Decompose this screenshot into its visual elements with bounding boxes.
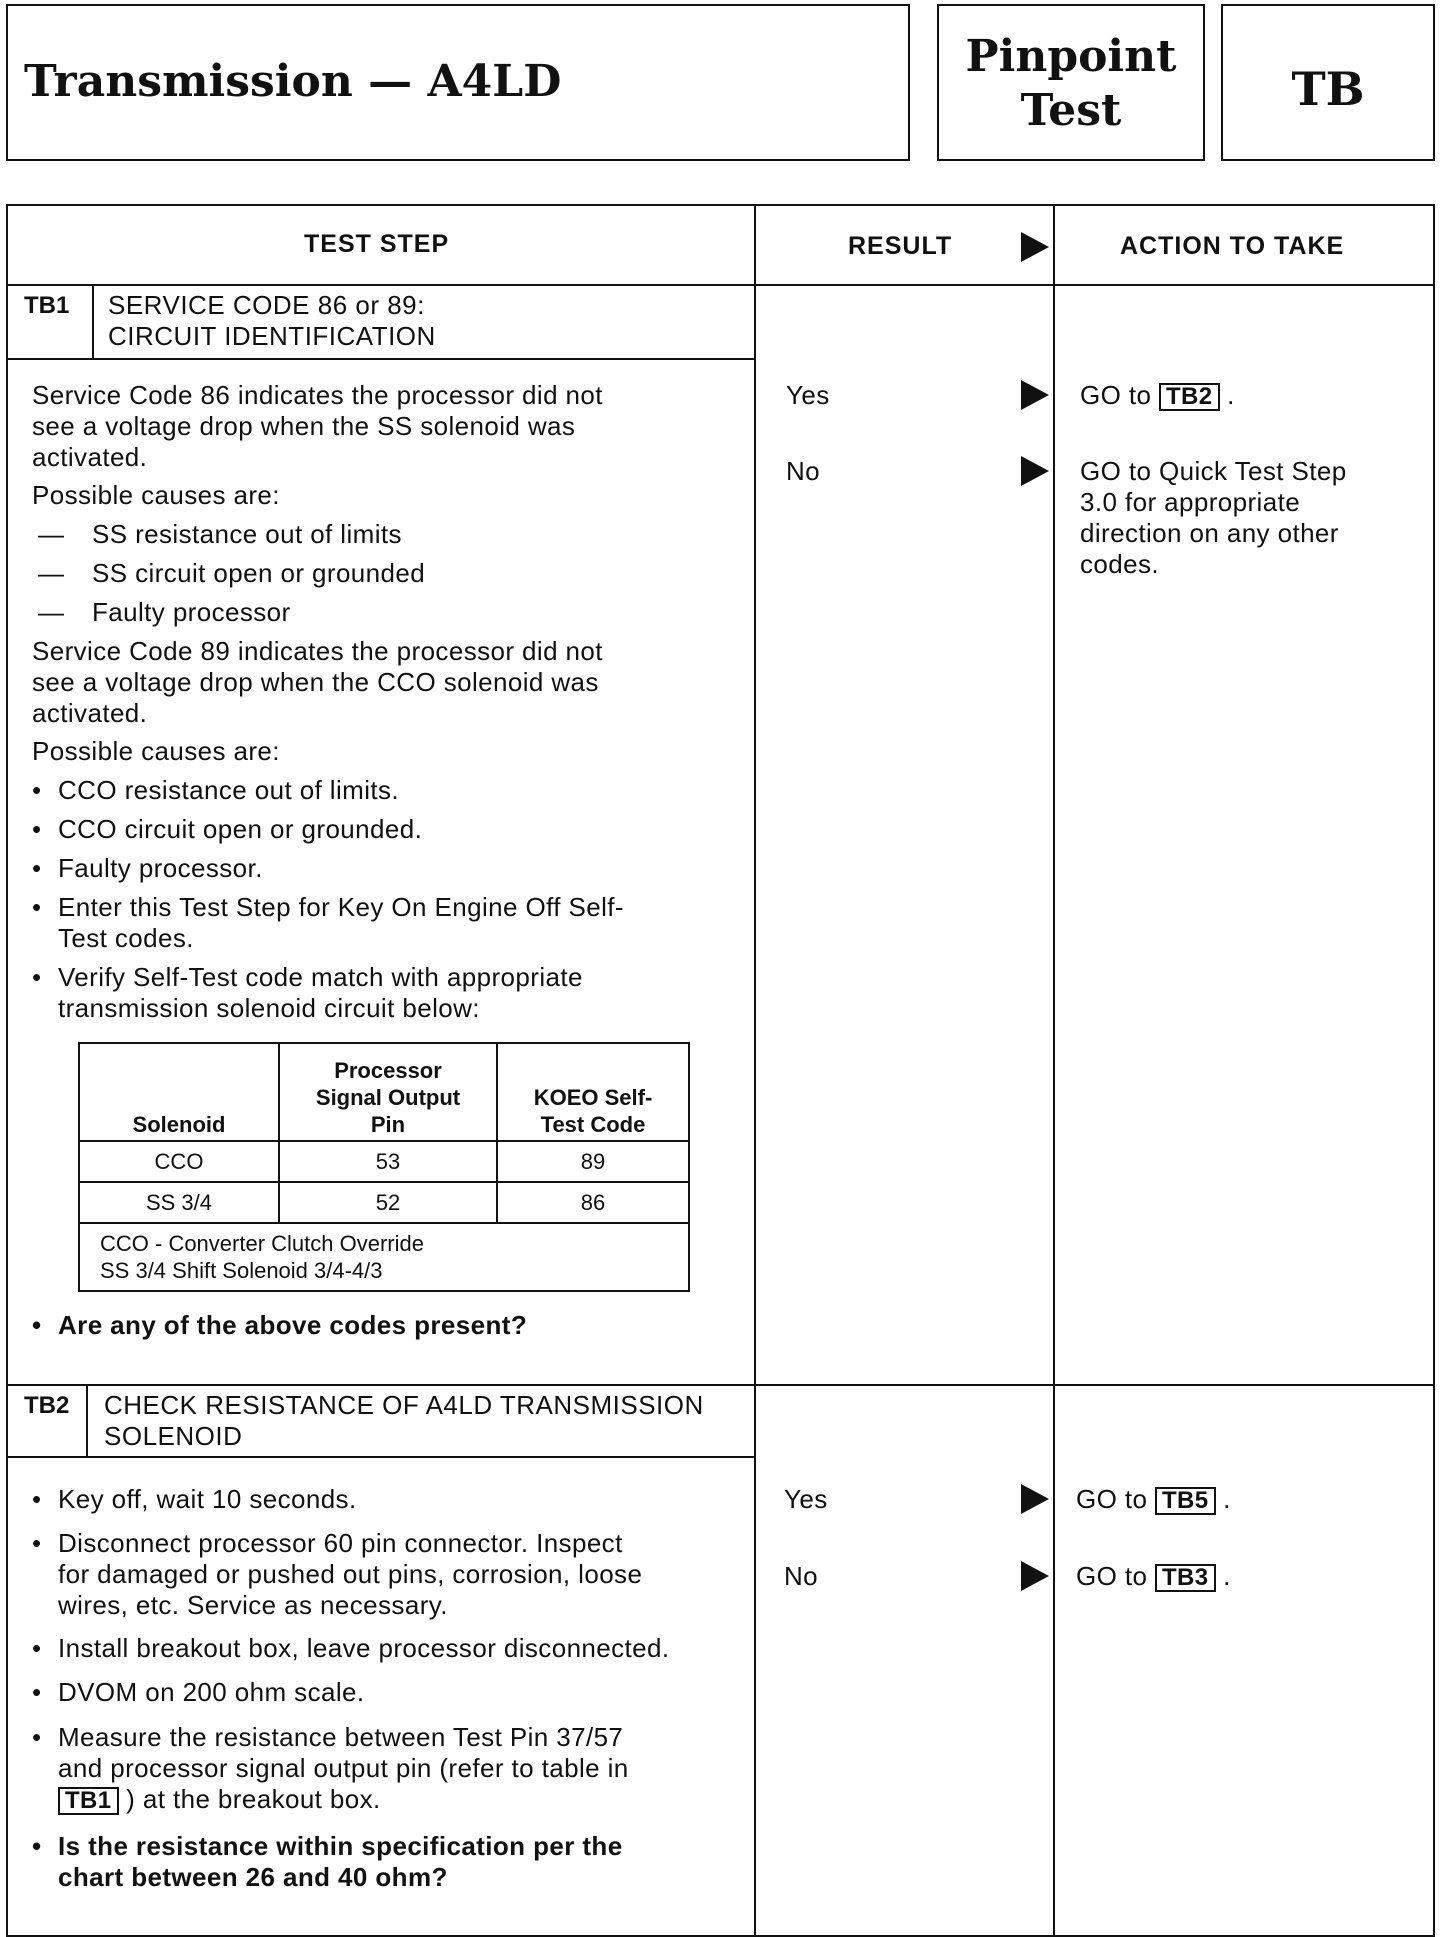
- tb1-bullet-text: Enter this Test Step for Key On Engine Off Self-: [58, 892, 624, 922]
- tb2-bullet-text: Key off, wait 10 seconds.: [58, 1484, 357, 1514]
- tb1-action-no: [1080, 456, 1347, 580]
- tb1-p2-line: see a voltage drop when the CCO solenoid was: [32, 667, 599, 697]
- step-id-tb1: TB1: [24, 292, 70, 319]
- tb2-bullet-text: DVOM on 200 ohm scale.: [58, 1677, 365, 1707]
- go-to-label: GO to: [1080, 380, 1152, 410]
- tb2-action-yes: GO to TB5 .: [1076, 1484, 1231, 1514]
- col-header-result: RESULT: [848, 232, 953, 260]
- tb1-action-yes: GO to TB2 .: [1080, 380, 1235, 410]
- tb1-p1-line: activated.: [32, 442, 148, 472]
- pinpoint-line-2: Test: [1020, 85, 1122, 136]
- ref-tb2-link[interactable]: TB2: [1159, 383, 1220, 411]
- arrow-icon: [1021, 380, 1049, 410]
- step-title-tb1: [108, 290, 436, 352]
- tb1-question-text: Are any of the above codes present?: [58, 1310, 528, 1340]
- ref-tb5-link[interactable]: TB5: [1155, 1487, 1216, 1515]
- pinpoint-test-label: [939, 30, 1203, 138]
- tb1-title-line-1: SERVICE CODE 86 or 89:: [108, 290, 425, 320]
- tb1-causes-label-2: Possible causes are:: [32, 736, 280, 766]
- test-code: TB: [1291, 62, 1365, 116]
- tb2-bullet-text: [58, 1784, 629, 1815]
- tb2-id-divider: [86, 1384, 88, 1458]
- tb2-action-no: GO to TB3 .: [1076, 1561, 1231, 1591]
- th-solenoid: Solenoid: [79, 1043, 279, 1141]
- go-to-label: GO to: [1076, 1484, 1148, 1514]
- tb2-question: • Is the resistance within specification per the chart between 26 and 40 ohm?: [32, 1831, 623, 1892]
- tb1-p1-line: Service Code 86 indicates the processor did not: [32, 380, 603, 410]
- tb1-p1-line: see a voltage drop when the SS solenoid was: [32, 411, 576, 441]
- arrow-icon: [1021, 456, 1049, 486]
- action-line: direction on any other: [1080, 518, 1339, 548]
- tb1-bullet-text: Verify Self-Test code match with appropriate: [58, 962, 583, 992]
- tb2-title-line-1: CHECK RESISTANCE OF A4LD TRANSMISSION: [104, 1390, 704, 1420]
- tb1-dash-text: Faulty processor: [92, 597, 291, 627]
- table-row: [79, 1182, 689, 1223]
- th-code-line: KOEO Self-: [533, 1085, 653, 1110]
- pinpoint-line-1: Pinpoint: [965, 31, 1177, 82]
- tb2-bullet-text: Measure the resistance between Test Pin 37/57: [58, 1722, 624, 1752]
- tb1-result-no: No: [786, 456, 821, 486]
- tb2-bullet-text: and processor signal output pin (refer to table in: [58, 1753, 629, 1783]
- arrow-icon: [1021, 1484, 1049, 1514]
- tb1-bullet-text: transmission solenoid circuit below:: [58, 993, 480, 1023]
- tb2-question-text: chart between 26 and 40 ohm?: [58, 1862, 448, 1892]
- tb1-p2-line: Service Code 89 indicates the processor did not: [32, 636, 603, 666]
- action-line: 3.0 for appropriate: [1080, 487, 1301, 517]
- ref-tb1-link[interactable]: TB1: [58, 1787, 119, 1815]
- th-pin-line: Pin: [370, 1112, 406, 1137]
- tb2-bullet-rest: ) at the breakout box.: [126, 1784, 381, 1814]
- note-line: SS 3/4 Shift Solenoid 3/4-4/3: [100, 1258, 383, 1283]
- tb1-paragraph-86: [32, 380, 603, 473]
- th-pin-line: Processor: [334, 1058, 442, 1083]
- pinpoint-test-box: [937, 4, 1205, 161]
- tb1-bullet: • CCO resistance out of limits.: [32, 775, 400, 805]
- tb2-title-divider: [8, 1456, 754, 1458]
- tb1-bullet: • Faulty processor.: [32, 853, 263, 883]
- cell-solenoid: SS 3/4: [79, 1182, 279, 1223]
- tb1-paragraph-89: [32, 636, 603, 729]
- cell-pin: 52: [279, 1182, 497, 1223]
- action-line: GO to Quick Test Step: [1080, 456, 1347, 486]
- tb1-title-divider: [8, 358, 754, 360]
- page-title: Transmission — A4LD: [24, 56, 562, 107]
- pinpoint-table: [6, 204, 1435, 1937]
- arrow-icon: [1021, 1561, 1049, 1591]
- result-arrow-icon: [1021, 232, 1049, 262]
- tb2-bullet: • Disconnect processor 60 pin connector. Inspect for damaged or pushed out pins, corrosion, loose wires, etc. Service as necessary.: [32, 1528, 643, 1620]
- tb1-dash-item: — SS circuit open or grounded: [38, 558, 426, 588]
- tb1-bullet-text: Faulty processor.: [58, 853, 263, 883]
- col-divider-1: [754, 206, 756, 1935]
- step-id-tb2: TB2: [24, 1392, 70, 1419]
- ref-tb3-link[interactable]: TB3: [1155, 1564, 1216, 1592]
- tb2-result-yes: Yes: [784, 1484, 828, 1514]
- note-line: CCO - Converter Clutch Override: [100, 1231, 424, 1256]
- tb1-result-yes: Yes: [786, 380, 830, 410]
- col-header-action: ACTION TO TAKE: [1120, 232, 1345, 260]
- tb2-title-line-2: SOLENOID: [104, 1421, 243, 1451]
- tb1-dash-text: SS circuit open or grounded: [92, 558, 426, 588]
- table-row: [79, 1141, 689, 1182]
- title-box: [6, 4, 910, 161]
- tb2-bullet-text: Install breakout box, leave processor disconnected.: [58, 1633, 670, 1663]
- action-line: codes.: [1080, 549, 1160, 579]
- tb1-bullet: • Verify Self-Test code match with appropriate transmission solenoid circuit below:: [32, 962, 583, 1023]
- cell-code: 86: [497, 1182, 689, 1223]
- tb1-p2-line: activated.: [32, 698, 148, 728]
- tb2-bullet-text: Disconnect processor 60 pin connector. Inspect: [58, 1528, 623, 1558]
- test-code-box: [1221, 4, 1435, 161]
- tb1-dash-text: SS resistance out of limits: [92, 519, 402, 549]
- tb1-bullet-text: CCO resistance out of limits.: [58, 775, 400, 805]
- tb2-bullet: • Install breakout box, leave processor disconnected.: [32, 1633, 670, 1663]
- table-note: [79, 1223, 689, 1291]
- step-title-tb2: [104, 1390, 704, 1452]
- th-test-code: [497, 1043, 689, 1141]
- tb1-question: • Are any of the above codes present?: [32, 1310, 528, 1340]
- cell-solenoid: CCO: [79, 1141, 279, 1182]
- th-signal-pin: [279, 1043, 497, 1141]
- step-divider: [8, 1384, 1433, 1386]
- tb1-bullet: • CCO circuit open or grounded.: [32, 814, 423, 844]
- tb1-bullet: • Enter this Test Step for Key On Engine Off Self- Test codes.: [32, 892, 624, 953]
- cell-code: 89: [497, 1141, 689, 1182]
- tb2-bullet: • Key off, wait 10 seconds.: [32, 1484, 357, 1514]
- tb2-bullet-text: wires, etc. Service as necessary.: [58, 1590, 448, 1620]
- tb1-bullet-text: CCO circuit open or grounded.: [58, 814, 423, 844]
- tb2-question-text: Is the resistance within specification per the: [58, 1831, 623, 1861]
- col-divider-2: [1053, 206, 1055, 1935]
- tb2-bullet: • Measure the resistance between Test Pin 37/57 and processor signal output pin (refer to table in TB1 ) at the breakout box.: [32, 1722, 629, 1814]
- tb1-id-divider: [92, 284, 94, 360]
- cell-pin: 53: [279, 1141, 497, 1182]
- solenoid-table: [78, 1042, 690, 1292]
- col-header-test-step: TEST STEP: [304, 230, 450, 258]
- go-to-label: GO to: [1076, 1561, 1148, 1591]
- header-divider: [8, 284, 1433, 286]
- tb1-dash-item: — SS resistance out of limits: [38, 519, 402, 549]
- th-code-line: Test Code: [540, 1112, 646, 1137]
- tb1-causes-label-1: Possible causes are:: [32, 480, 280, 510]
- tb1-bullet-text: Test codes.: [58, 923, 194, 953]
- tb2-bullet: • DVOM on 200 ohm scale.: [32, 1677, 365, 1707]
- tb2-bullet-text: for damaged or pushed out pins, corrosion, loose: [58, 1559, 643, 1589]
- tb2-result-no: No: [784, 1561, 819, 1591]
- th-pin-line: Signal Output: [315, 1085, 461, 1110]
- tb1-dash-item: — Faulty processor: [38, 597, 291, 627]
- tb1-title-line-2: CIRCUIT IDENTIFICATION: [108, 321, 436, 351]
